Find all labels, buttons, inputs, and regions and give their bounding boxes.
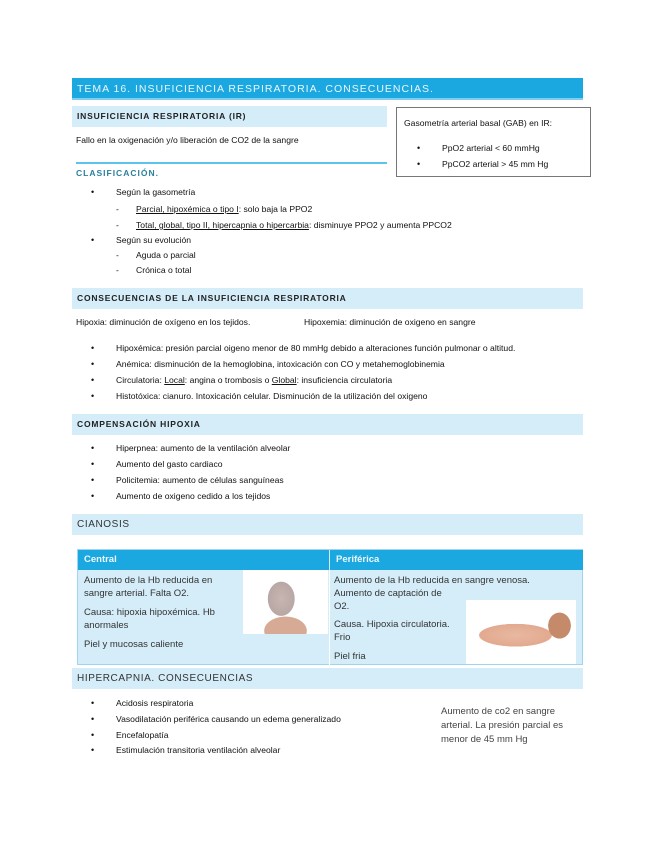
gab-box <box>396 107 591 177</box>
list-item: • Anémica: disminución de la hemoglobina, intoxicación con CO y metahemoglobinemia <box>116 359 445 369</box>
periferica-p3: Piel fria <box>334 651 366 662</box>
desc: : solo baja la PPO2 <box>238 204 313 214</box>
ir-heading: INSUFICIENCIA RESPIRATORIA (IR) <box>72 106 387 127</box>
page-title: TEMA 16. INSUFICIENCIA RESPIRATORIA. CONSECUENCIAS. <box>72 78 583 100</box>
periferica-p1b: Aumento de captación de O2. <box>334 588 442 612</box>
term: Parcial, hipoxémica o tipo I <box>136 204 239 214</box>
hipercapnia-heading: HIPERCAPNIA. CONSECUENCIAS <box>72 668 583 689</box>
list-item <box>136 220 452 230</box>
central-p2: Causa: hipoxia hipoxémica. Hb anormales <box>84 607 215 631</box>
peripheral-cyanosis-image <box>466 600 576 664</box>
list-item: • Policitemia: aumento de células sanguíneas <box>116 475 284 485</box>
list-item: • Estimulación transitoria ventilación alveolar <box>116 745 280 755</box>
gab-item: • PpO2 arterial < 60 mmHg <box>442 143 540 153</box>
central-p1: Aumento de la Hb reducida en sangre arterial. Falta O2. <box>84 575 213 599</box>
gab-heading: Gasometría arterial basal (GAB) en IR: <box>404 118 553 128</box>
list-item: • Según su evolución <box>116 235 191 245</box>
term: Total, global, tipo II, hipercapnia o hipercarbia <box>136 220 309 230</box>
col-central: Central <box>78 550 329 570</box>
compensacion-heading: COMPENSACIÓN HIPOXIA <box>72 414 583 435</box>
term: Local <box>164 375 185 385</box>
gab-item: • PpCO2 arterial > 45 mm Hg <box>442 159 548 169</box>
central-cyanosis-image <box>243 570 328 634</box>
periferica-p2: Causa. Hipoxia circulatoria. Frio <box>334 619 450 643</box>
central-p3: Piel y mucosas caliente <box>84 639 184 650</box>
list-item: - Aguda o parcial <box>136 250 196 260</box>
periferica-p1: Aumento de la Hb reducida en sangre venosa. <box>334 575 530 586</box>
list-item: • Hipoxémica: presión parcial oigeno menor de 80 mmHg debido a alteraciones función pulmonar o altitud. <box>116 343 515 353</box>
ir-definition: Fallo en la oxigenación y/o liberación de CO2 de la sangre <box>76 135 299 145</box>
consecuencias-heading: CONSECUENCIAS DE LA INSUFICIENCIA RESPIRATORIA <box>72 288 583 309</box>
list-item: - Crónica o total <box>136 265 191 275</box>
list-item: • Histotóxica: cianuro. Intoxicación celular. Disminución de la utilización del oxigeno <box>116 391 427 401</box>
clasificacion-heading: CLASIFICACIÓN. <box>76 168 159 178</box>
list-item: • Aumento del gasto cardiaco <box>116 459 223 469</box>
term: Global <box>271 375 297 385</box>
list-item <box>136 204 312 214</box>
cianosis-table <box>77 549 583 665</box>
list-item: • Vasodilatación periférica causando un edema generalizado <box>116 714 341 724</box>
divider <box>76 162 387 164</box>
hipoxia-def: Hipoxia: diminución de oxígeno en los tejidos. <box>76 317 251 327</box>
cianosis-heading: CIANOSIS <box>72 514 583 535</box>
desc: : insuficiencia circulatoria <box>296 375 393 385</box>
desc: : disminuye PPO2 y aumenta PPCO2 <box>308 220 452 230</box>
label: Circulatoria: <box>116 375 165 385</box>
list-item: • Encefalopatía <box>116 730 169 740</box>
hipercapnia-note: Aumento de co2 en sangre arterial. La presión parcial es menor de 45 mm Hg <box>441 706 563 745</box>
hipoxemia-def: Hipoxemia: diminución de oxigeno en sangre <box>304 317 476 327</box>
list-item <box>116 375 392 385</box>
col-periferica: Periférica <box>330 550 583 570</box>
list-item: • Aumento de oxigeno cedido a los tejidos <box>116 491 270 501</box>
list-item: • Hiperpnea: aumento de la ventilación alveolar <box>116 443 290 453</box>
list-item: • Acidosis respiratoria <box>116 698 193 708</box>
divider <box>329 570 330 665</box>
list-item: • Según la gasometría <box>116 187 195 197</box>
desc: : angina o trombosis o <box>184 375 272 385</box>
